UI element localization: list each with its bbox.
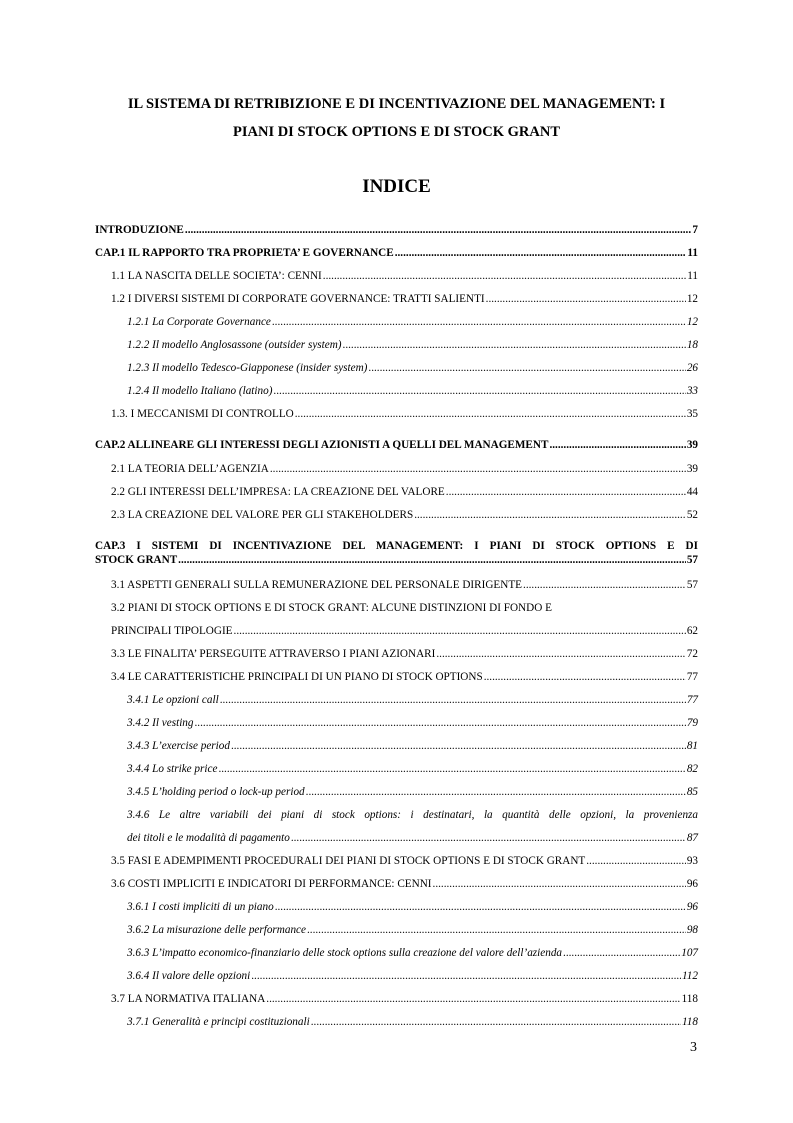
toc-entry-1-2-4[interactable] xyxy=(127,383,698,399)
toc-entry-3-2-line-1[interactable]: 3.2 PIANI DI STOCK OPTIONS E DI STOCK GRANT: ALCUNE DISTINZIONI DI FONDO E xyxy=(111,602,552,614)
toc-entry-3-4-6-line-1[interactable]: 3.4.6 Le altre variabili dei piani di stock options: i destinatari, la quantità delle opzioni, la provenienza xyxy=(127,809,698,821)
toc-entry-label: 3.6.1 I costi impliciti di un piano xyxy=(127,901,274,913)
toc-entry-3-4-5[interactable] xyxy=(127,784,698,800)
toc-entry-page: 44 xyxy=(686,486,698,498)
document-title-line-2: PIANI DI STOCK OPTIONS E DI STOCK GRANT xyxy=(233,124,560,140)
toc-entry-label: 2.1 LA TEORIA DELL’AGENZIA xyxy=(111,463,269,475)
toc-entry-page: 11 xyxy=(687,247,698,259)
toc-entry-label: 3.6.3 L’impatto economico-finanziario delle stock options sulla creazione del valore dell’azienda xyxy=(127,947,563,959)
toc-entry-page: 33 xyxy=(686,385,698,397)
toc-entry-page: 11 xyxy=(687,270,698,282)
toc-entry-page: 79 xyxy=(686,717,698,729)
toc-entry-2-1[interactable] xyxy=(111,461,698,477)
toc-entry-label: 3.6.2 La misurazione delle performance xyxy=(127,924,306,936)
toc-entry-label: 1.2 I DIVERSI SISTEMI DI CORPORATE GOVERNANCE: TRATTI SALIENTI xyxy=(111,293,485,305)
toc-entry-page: 96 xyxy=(686,878,698,890)
toc-entry-3-6-1[interactable] xyxy=(127,899,698,915)
toc-entry-label: 1.2.1 La Corporate Governance xyxy=(127,316,271,328)
toc-entry-label: 3.6 COSTI IMPLICITI E INDICATORI DI PERFORMANCE: CENNI xyxy=(111,878,432,890)
toc-entry-page: 87 xyxy=(686,832,698,844)
toc-entry-label: CAP.2 ALLINEARE GLI INTERESSI DEGLI AZIONISTI A QUELLI DEL MANAGEMENT xyxy=(95,439,549,451)
toc-entry-label: 1.1 LA NASCITA DELLE SOCIETA’: CENNI xyxy=(111,270,322,282)
toc-entry-3-5[interactable] xyxy=(111,853,698,869)
toc-entry-label: 3.4 LE CARATTERISTICHE PRINCIPALI DI UN PIANO DI STOCK OPTIONS xyxy=(111,671,483,683)
toc-entry-3-7-1[interactable] xyxy=(127,1014,698,1030)
toc-entry-page: 12 xyxy=(686,293,698,305)
toc-entry-3-7[interactable] xyxy=(111,991,698,1007)
toc-entry-page: 18 xyxy=(686,339,698,351)
toc-entry-page: 7 xyxy=(692,224,698,236)
toc-entry-label: INTRODUZIONE xyxy=(95,224,184,236)
toc-entry-page: 12 xyxy=(686,316,698,328)
toc-entry-label: 1.2.3 Il modello Tedesco-Giapponese (insider system) xyxy=(127,362,368,374)
toc-entry-label: 3.4.5 L’holding period o lock-up period xyxy=(127,786,305,798)
toc-entry-2-3[interactable] xyxy=(111,507,698,523)
toc-entry-1-2-2[interactable] xyxy=(127,337,698,353)
toc-entry-cap-1[interactable] xyxy=(95,245,698,261)
toc-entry-page: 77 xyxy=(686,671,698,683)
toc-entry-label: dei titoli e le modalità di pagamento xyxy=(127,832,290,844)
toc-entry-label: 1.2.4 Il modello Italiano (latino) xyxy=(127,385,273,397)
toc-entry-3-6[interactable] xyxy=(111,876,698,892)
toc-entry-label: 3.3 LE FINALITA’ PERSEGUITE ATTRAVERSO I PIANI AZIONARI xyxy=(111,648,436,660)
toc-entry-label: 3.7.1 Generalità e principi costituzionali xyxy=(127,1016,310,1028)
toc-entry-page: 96 xyxy=(686,901,698,913)
toc-entry-label: 3.4.4 Lo strike price xyxy=(127,763,218,775)
toc-entry-page: 98 xyxy=(686,924,698,936)
toc-entry-3-1[interactable] xyxy=(111,577,698,593)
toc-entry-3-3[interactable] xyxy=(111,646,698,662)
toc-entry-page: 85 xyxy=(686,786,698,798)
toc-entry-1-2-1[interactable] xyxy=(127,314,698,330)
toc-entry-page: 118 xyxy=(682,1016,698,1028)
toc-entry-page: 35 xyxy=(686,408,698,420)
toc-entry-label: 3.1 ASPETTI GENERALI SULLA REMUNERAZIONE DEL PERSONALE DIRIGENTE xyxy=(111,579,523,591)
toc-entry-page: 77 xyxy=(686,694,698,706)
toc-entry-page: 112 xyxy=(682,970,698,982)
toc-entry-label: STOCK GRANT xyxy=(95,554,178,566)
toc-entry-page: 81 xyxy=(686,740,698,752)
toc-entry-introduzione[interactable] xyxy=(95,222,698,238)
index-heading: INDICE xyxy=(362,176,431,197)
toc-entry-page: 52 xyxy=(686,509,698,521)
toc-entry-3-4[interactable] xyxy=(111,669,698,685)
toc-entry-label: 1.2.2 Il modello Anglosassone (outsider system) xyxy=(127,339,342,351)
toc-entry-3-2[interactable] xyxy=(111,623,698,639)
toc-entry-page: 82 xyxy=(686,763,698,775)
toc-entry-3-4-6[interactable] xyxy=(127,830,698,846)
toc-entry-label: 3.4.1 Le opzioni call xyxy=(127,694,219,706)
toc-entry-1-1[interactable] xyxy=(111,268,698,284)
toc-entry-2-2[interactable] xyxy=(111,484,698,500)
toc-entry-page: 72 xyxy=(686,648,698,660)
toc-entry-3-6-3[interactable] xyxy=(127,945,698,961)
toc-entry-3-4-3[interactable] xyxy=(127,738,698,754)
toc-entry-1-2-3[interactable] xyxy=(127,360,698,376)
toc-entry-cap-3[interactable] xyxy=(95,552,698,568)
toc-entry-label: 1.3. I MECCANISMI DI CONTROLLO xyxy=(111,408,294,420)
toc-entry-1-3[interactable] xyxy=(111,406,698,422)
toc-entry-3-6-4[interactable] xyxy=(127,968,698,984)
toc-entry-label: 2.3 LA CREAZIONE DEL VALORE PER GLI STAKEHOLDERS xyxy=(111,509,414,521)
toc-entry-page: 107 xyxy=(681,947,698,959)
toc-entry-cap-2[interactable] xyxy=(95,437,698,453)
toc-entry-page: 57 xyxy=(686,579,698,591)
toc-entry-3-4-2[interactable] xyxy=(127,715,698,731)
toc-entry-label: 2.2 GLI INTERESSI DELL’IMPRESA: LA CREAZIONE DEL VALORE xyxy=(111,486,445,498)
toc-entry-page: 39 xyxy=(686,463,698,475)
toc-entry-page: 39 xyxy=(686,439,698,451)
toc-entry-1-2[interactable] xyxy=(111,291,698,307)
toc-entry-3-4-4[interactable] xyxy=(127,761,698,777)
page-number: 3 xyxy=(690,1040,697,1055)
toc-entry-3-6-2[interactable] xyxy=(127,922,698,938)
toc-entry-label: 3.4.2 Il vesting xyxy=(127,717,194,729)
toc-entry-page: 62 xyxy=(686,625,698,637)
toc-entry-label: 3.5 FASI E ADEMPIMENTI PROCEDURALI DEI PIANI DI STOCK OPTIONS E DI STOCK GRANT xyxy=(111,855,586,867)
toc-entry-label: CAP.1 IL RAPPORTO TRA PROPRIETA’ E GOVERNANCE xyxy=(95,247,394,259)
toc-entry-page: 26 xyxy=(686,362,698,374)
toc-entry-3-4-1[interactable] xyxy=(127,692,698,708)
toc-entry-label: 3.7 LA NORMATIVA ITALIANA xyxy=(111,993,266,1005)
document-title-line-1: IL SISTEMA DI RETRIBIZIONE E DI INCENTIVAZIONE DEL MANAGEMENT: I xyxy=(127,96,666,112)
toc-entry-page: 93 xyxy=(686,855,698,867)
toc-entry-label: 3.4.3 L’exercise period xyxy=(127,740,230,752)
toc-entry-label: 3.6.4 Il valore delle opzioni xyxy=(127,970,251,982)
toc-entry-cap-3-line-1[interactable]: CAP.3 I SISTEMI DI INCENTIVAZIONE DEL MANAGEMENT: I PIANI DI STOCK OPTIONS E DI xyxy=(95,540,698,552)
toc-entry-page: 118 xyxy=(681,993,698,1005)
toc-entry-page: 57 xyxy=(686,554,698,566)
toc-entry-label: PRINCIPALI TIPOLOGIE xyxy=(111,625,233,637)
